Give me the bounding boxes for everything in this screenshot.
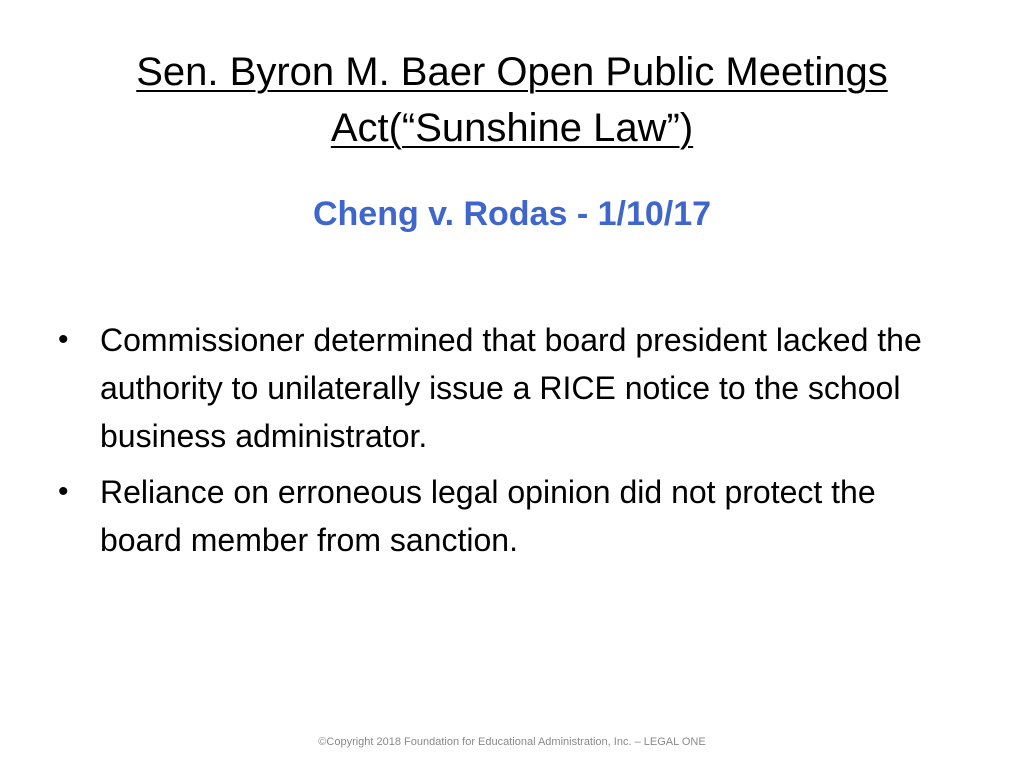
case-subtitle: Cheng v. Rodas - 1/10/17 [312,195,712,233]
slide-title-line-1: Sen. Byron M. Baer Open Public Meetings [136,50,888,94]
copyright-footer: ©Copyright 2018 Foundation for Educational Administration, Inc. – LEGAL ONE [318,736,706,748]
bullet-item [56,468,956,564]
bullet-list [56,316,956,572]
bullet-text: Commissioner determined that board president lacked the authority to unilaterally issue a RICE notice to the school business administrator. [100,322,922,454]
bullet-icon: • [58,323,69,356]
bullet-text: Reliance on erroneous legal opinion did not protect the board member from sanction. [100,474,876,558]
slide-title [60,44,964,156]
bullet-icon: • [58,475,69,508]
bullet-item [56,316,956,460]
slide-title-line-2: Act(“Sunshine Law”) [330,106,694,150]
